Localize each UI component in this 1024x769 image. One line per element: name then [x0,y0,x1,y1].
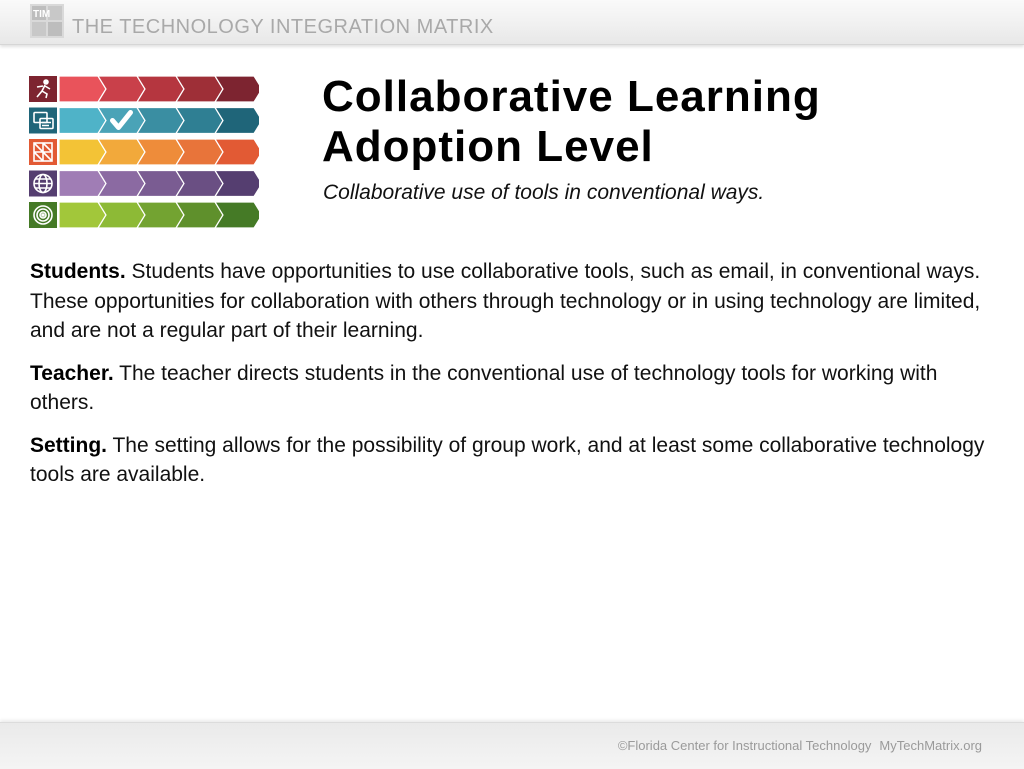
header-title: THE TECHNOLOGY INTEGRATION MATRIX [72,16,494,38]
page-subtitle: Collaborative use of tools in conventional ways. [323,181,765,204]
footer-site: MyTechMatrix.org [879,738,982,753]
description-body [30,257,990,503]
tim-logo-icon [30,4,64,38]
teacher-paragraph [30,359,990,418]
setting-paragraph [30,431,990,490]
svg-text:TIM: TIM [33,9,51,20]
matrix-cell [59,76,106,102]
students-text: Students have opportunities to use collaborative tools, such as email, in conventional ways. These opportunities for collaboration with others through technology or in using technology are limited, and are not a regular part of their learning. [30,260,981,342]
matrix-cell [59,139,106,165]
matrix-row [29,202,259,228]
tim-matrix-graphic [29,76,259,232]
matrix-cell [59,171,106,197]
teacher-label: Teacher. [30,361,114,385]
footer-text [618,738,982,753]
target-icon-glyph [34,206,52,224]
matrix-row [29,171,259,197]
title-line-1: Collaborative Learning [322,72,821,121]
setting-label: Setting. [30,433,107,457]
footer-copyright: ©Florida Center for Instructional Technology [617,738,872,753]
page-title [322,72,982,172]
students-paragraph [30,257,990,346]
matrix-row [29,108,259,134]
setting-text: The setting allows for the possibility of group work, and at least some collaborative technology tools are available. [30,433,985,486]
matrix-row [29,76,259,102]
matrix-cell [59,108,106,134]
students-label: Students. [30,260,126,283]
footer-bar [0,722,1024,769]
matrix-cell [59,202,106,228]
matrix-row [29,139,259,165]
header-bar [0,0,1024,45]
teacher-text: The teacher directs students in the conventional use of technology tools for working with others. [30,361,938,414]
title-line-2: Adoption Level [322,122,654,171]
